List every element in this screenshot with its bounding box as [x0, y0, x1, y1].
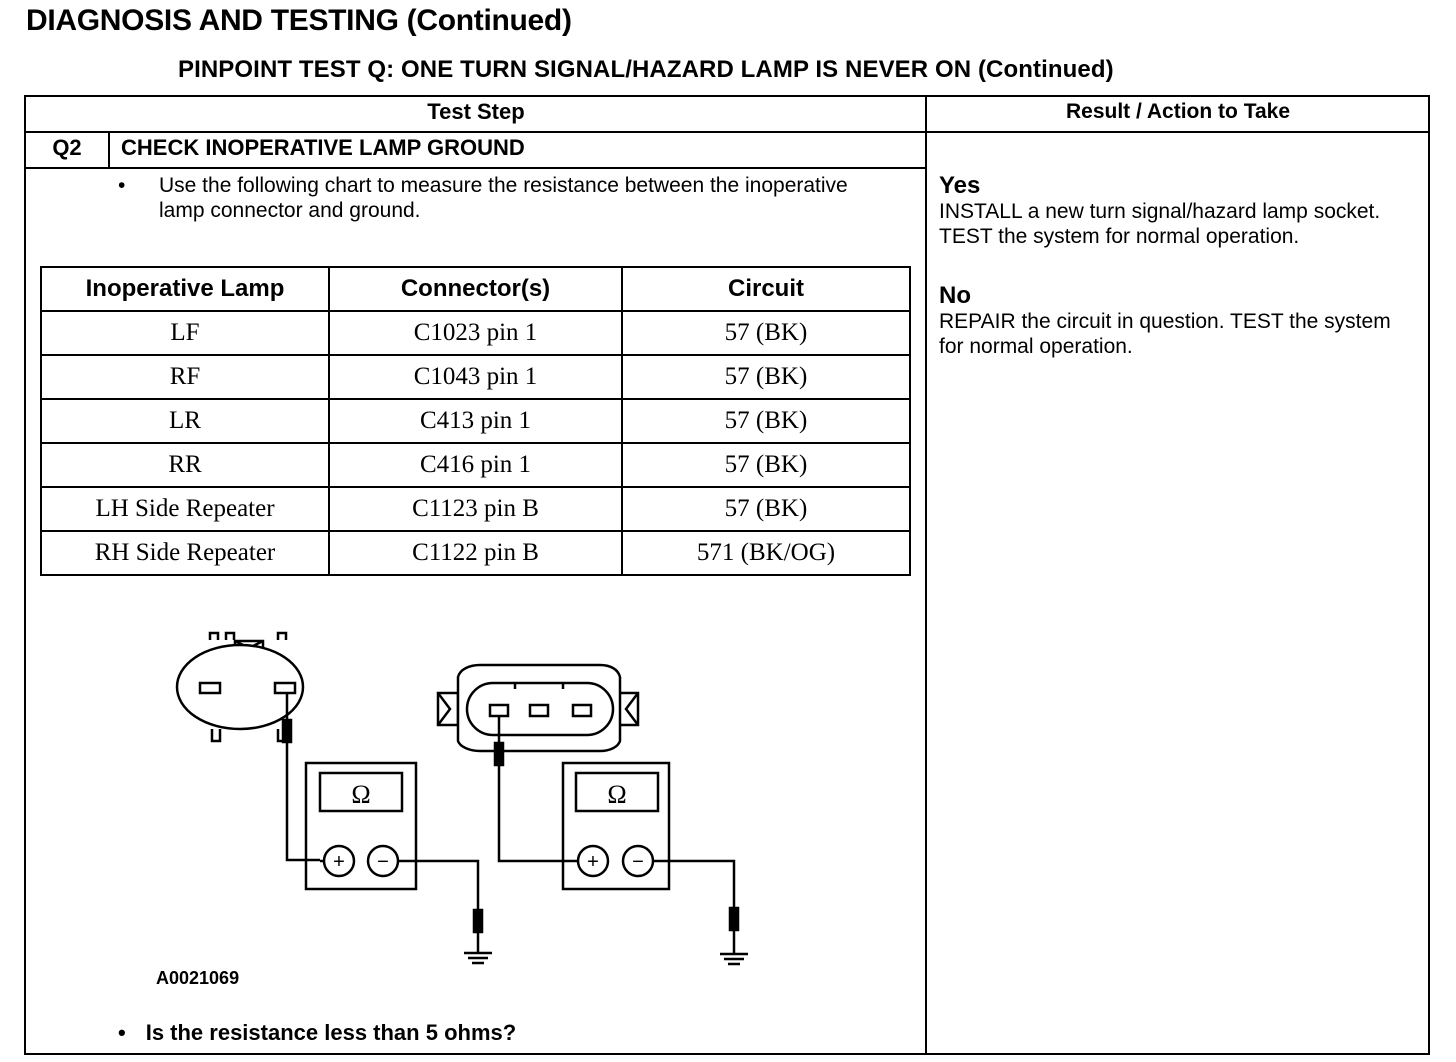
- yes-label: Yes: [939, 172, 981, 199]
- table-row: [41, 355, 910, 399]
- result-column-header: Result / Action to Take: [1065, 100, 1291, 123]
- ground-2-icon: [720, 954, 748, 964]
- ground-lead-2-extension: [669, 850, 769, 980]
- table-row: [41, 531, 910, 575]
- meter-2-ohm-symbol: Ω: [607, 780, 627, 809]
- circuit-cell: 57 (BK): [622, 311, 910, 355]
- step-id-divider: [108, 131, 110, 169]
- probe-lead-1: [283, 693, 320, 860]
- result-yes: [939, 172, 1419, 249]
- result-no: [939, 282, 1419, 359]
- meter-2-plus: +: [587, 851, 599, 873]
- bullet: •: [118, 174, 126, 197]
- meter-1-ohm-symbol: Ω: [351, 780, 371, 809]
- pinpoint-test-title: PINPOINT TEST Q: ONE TURN SIGNAL/HAZARD LAMP IS NEVER ON (Continued): [178, 56, 1114, 83]
- page-title: DIAGNOSIS AND TESTING (Continued): [26, 4, 572, 37]
- no-label: No: [939, 282, 971, 309]
- step-name: CHECK INOPERATIVE LAMP GROUND: [121, 135, 525, 160]
- column-divider: [925, 95, 927, 1055]
- question-text: Is the resistance less than 5 ohms?: [145, 1020, 517, 1045]
- header-divider: [24, 131, 1430, 133]
- connector-cell: C1123 pin B: [329, 487, 622, 531]
- meter-2-minus: −: [632, 851, 644, 873]
- header-connectors: Connector(s): [329, 267, 622, 311]
- lamp-cell: LH Side Repeater: [41, 487, 329, 531]
- figure-id: A0021069: [156, 968, 240, 988]
- circuit-cell: 57 (BK): [622, 399, 910, 443]
- lamp-cell: LF: [41, 311, 329, 355]
- test-step-column-header: Test Step: [427, 99, 525, 124]
- circuit-cell: 57 (BK): [622, 487, 910, 531]
- lamp-cell: RF: [41, 355, 329, 399]
- connector-cell: C1122 pin B: [329, 531, 622, 575]
- meter-1-plus: +: [333, 851, 345, 873]
- step-id: Q2: [52, 135, 82, 160]
- lamp-cell: LR: [41, 399, 329, 443]
- question-bullet: •: [118, 1020, 126, 1045]
- lamp-cell: RH Side Repeater: [41, 531, 329, 575]
- connector-cell: C1023 pin 1: [329, 311, 622, 355]
- circuit-cell: 571 (BK/OG): [622, 531, 910, 575]
- side-repeater-connector-icon: [438, 665, 638, 751]
- lamp-cell: RR: [41, 443, 329, 487]
- step-question: [118, 1020, 516, 1046]
- circuit-cell: 57 (BK): [622, 355, 910, 399]
- instruction-text: Use the following chart to measure the resistance between the inoperative lamp connector and ground.: [159, 174, 848, 222]
- yes-action: INSTALL a new turn signal/hazard lamp socket. TEST the system for normal operation.: [939, 200, 1381, 248]
- meter-1-minus: −: [377, 851, 389, 873]
- table-row: [41, 311, 910, 355]
- ohmmeter-2-icon: [563, 763, 669, 889]
- ground-1-icon: [464, 953, 492, 963]
- header-circuit: Circuit: [622, 267, 910, 311]
- connector-cell: C416 pin 1: [329, 443, 622, 487]
- ground-lead-1: [398, 861, 492, 963]
- table-row: [41, 487, 910, 531]
- circuit-cell: 57 (BK): [622, 443, 910, 487]
- ohmmeter-test-diagram: [160, 625, 680, 975]
- no-action: REPAIR the circuit in question. TEST the system for normal operation.: [939, 310, 1391, 358]
- ohmmeter-1-icon: [306, 763, 416, 889]
- connector-cell: C413 pin 1: [329, 399, 622, 443]
- table-row: [41, 443, 910, 487]
- connector-cell: C1043 pin 1: [329, 355, 622, 399]
- header-inoperative-lamp: Inoperative Lamp: [41, 267, 329, 311]
- step-divider: [24, 167, 927, 169]
- inoperative-lamp-table: [40, 266, 911, 576]
- table-row: [41, 399, 910, 443]
- table-header-row: [41, 267, 910, 311]
- step-instruction: [118, 173, 898, 223]
